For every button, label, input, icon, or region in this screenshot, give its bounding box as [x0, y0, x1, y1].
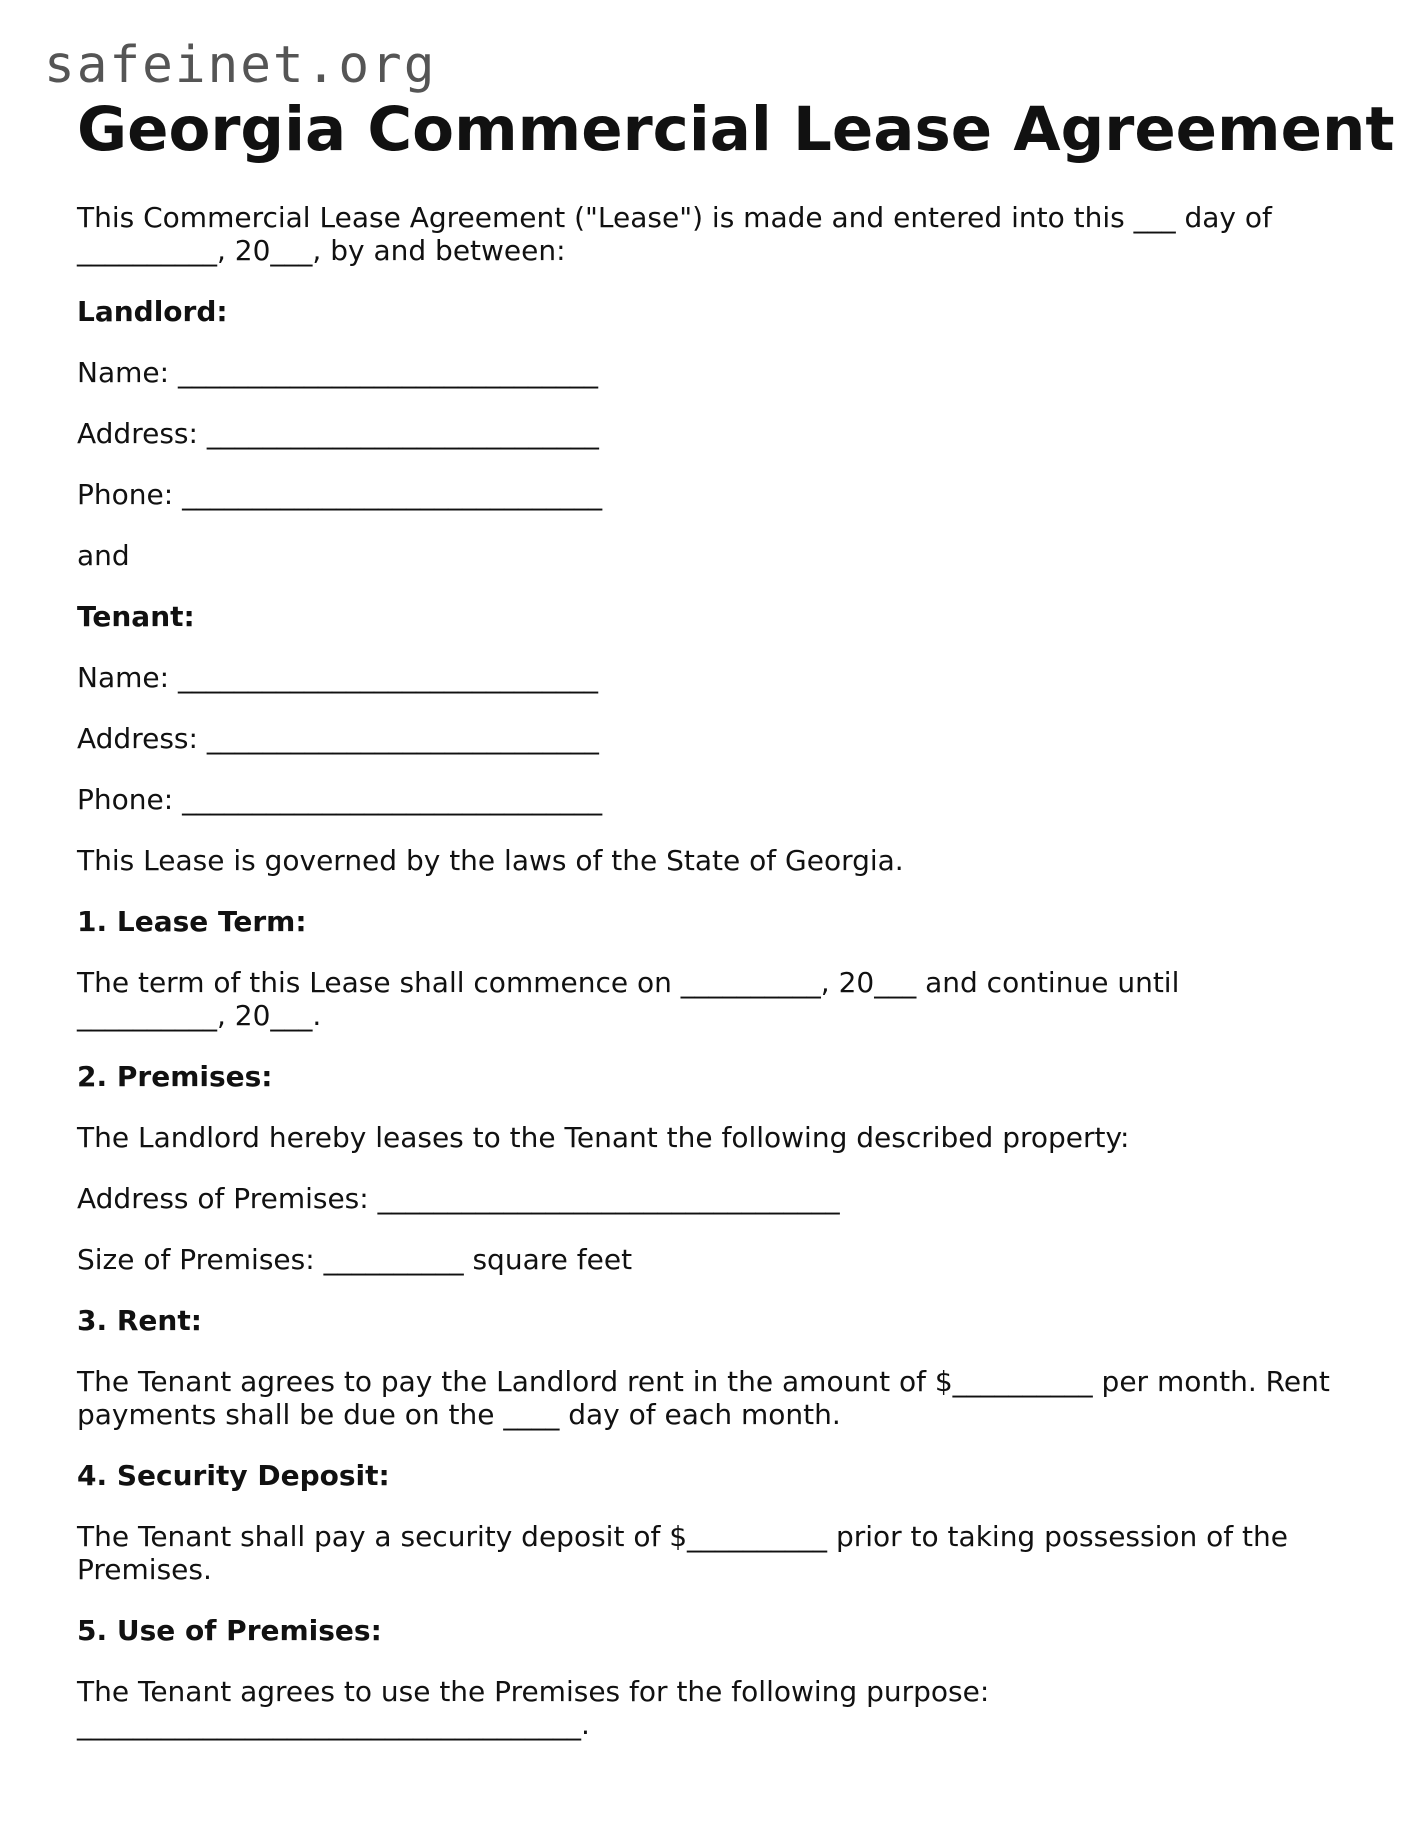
- governing-law-text: This Lease is governed by the laws of the State of Georgia.: [77, 844, 904, 877]
- tenant-phone-field: Phone: ______________________________: [77, 783, 603, 816]
- watermark: safeinet.org: [44, 36, 437, 95]
- document-title: Georgia Commercial Lease Agreement: [77, 94, 1395, 165]
- section-use-text: The Tenant agrees to use the Premises for the following purpose: ____________________________________.: [77, 1675, 990, 1741]
- document-body: [77, 201, 1337, 1769]
- intro-paragraph: This Commercial Lease Agreement ("Lease") is made and entered into this ___ day of __________, 20___, by and between:: [77, 201, 1272, 267]
- landlord-name-field: Name: ______________________________: [77, 356, 598, 389]
- landlord-heading: Landlord:: [77, 295, 228, 328]
- section-lease-term-heading: 1. Lease Term:: [77, 905, 307, 938]
- premises-size-field: Size of Premises: __________ square feet: [77, 1243, 633, 1276]
- landlord-phone-field: Phone: ______________________________: [77, 478, 603, 511]
- section-use-heading: 5. Use of Premises:: [77, 1614, 382, 1647]
- section-deposit-heading: 4. Security Deposit:: [77, 1459, 390, 1492]
- section-lease-term-text: The term of this Lease shall commence on __________, 20___ and continue until __________, 20___.: [77, 966, 1180, 1032]
- and-text: and: [77, 539, 130, 572]
- section-premises-heading: 2. Premises:: [77, 1060, 273, 1093]
- tenant-heading: Tenant:: [77, 600, 195, 633]
- landlord-address-field: Address: ____________________________: [77, 417, 599, 450]
- tenant-name-field: Name: ______________________________: [77, 661, 598, 694]
- premises-address-field: Address of Premises: _________________________________: [77, 1182, 840, 1215]
- tenant-address-field: Address: ____________________________: [77, 722, 599, 755]
- section-rent-heading: 3. Rent:: [77, 1304, 202, 1337]
- section-premises-text: The Landlord hereby leases to the Tenant the following described property:: [77, 1121, 1130, 1154]
- section-deposit-text: The Tenant shall pay a security deposit of $__________ prior to taking possession of the Premises.: [77, 1520, 1288, 1586]
- section-rent-text: The Tenant agrees to pay the Landlord rent in the amount of $__________ per month. Rent payments shall be due on the ____ day of each month.: [77, 1365, 1330, 1431]
